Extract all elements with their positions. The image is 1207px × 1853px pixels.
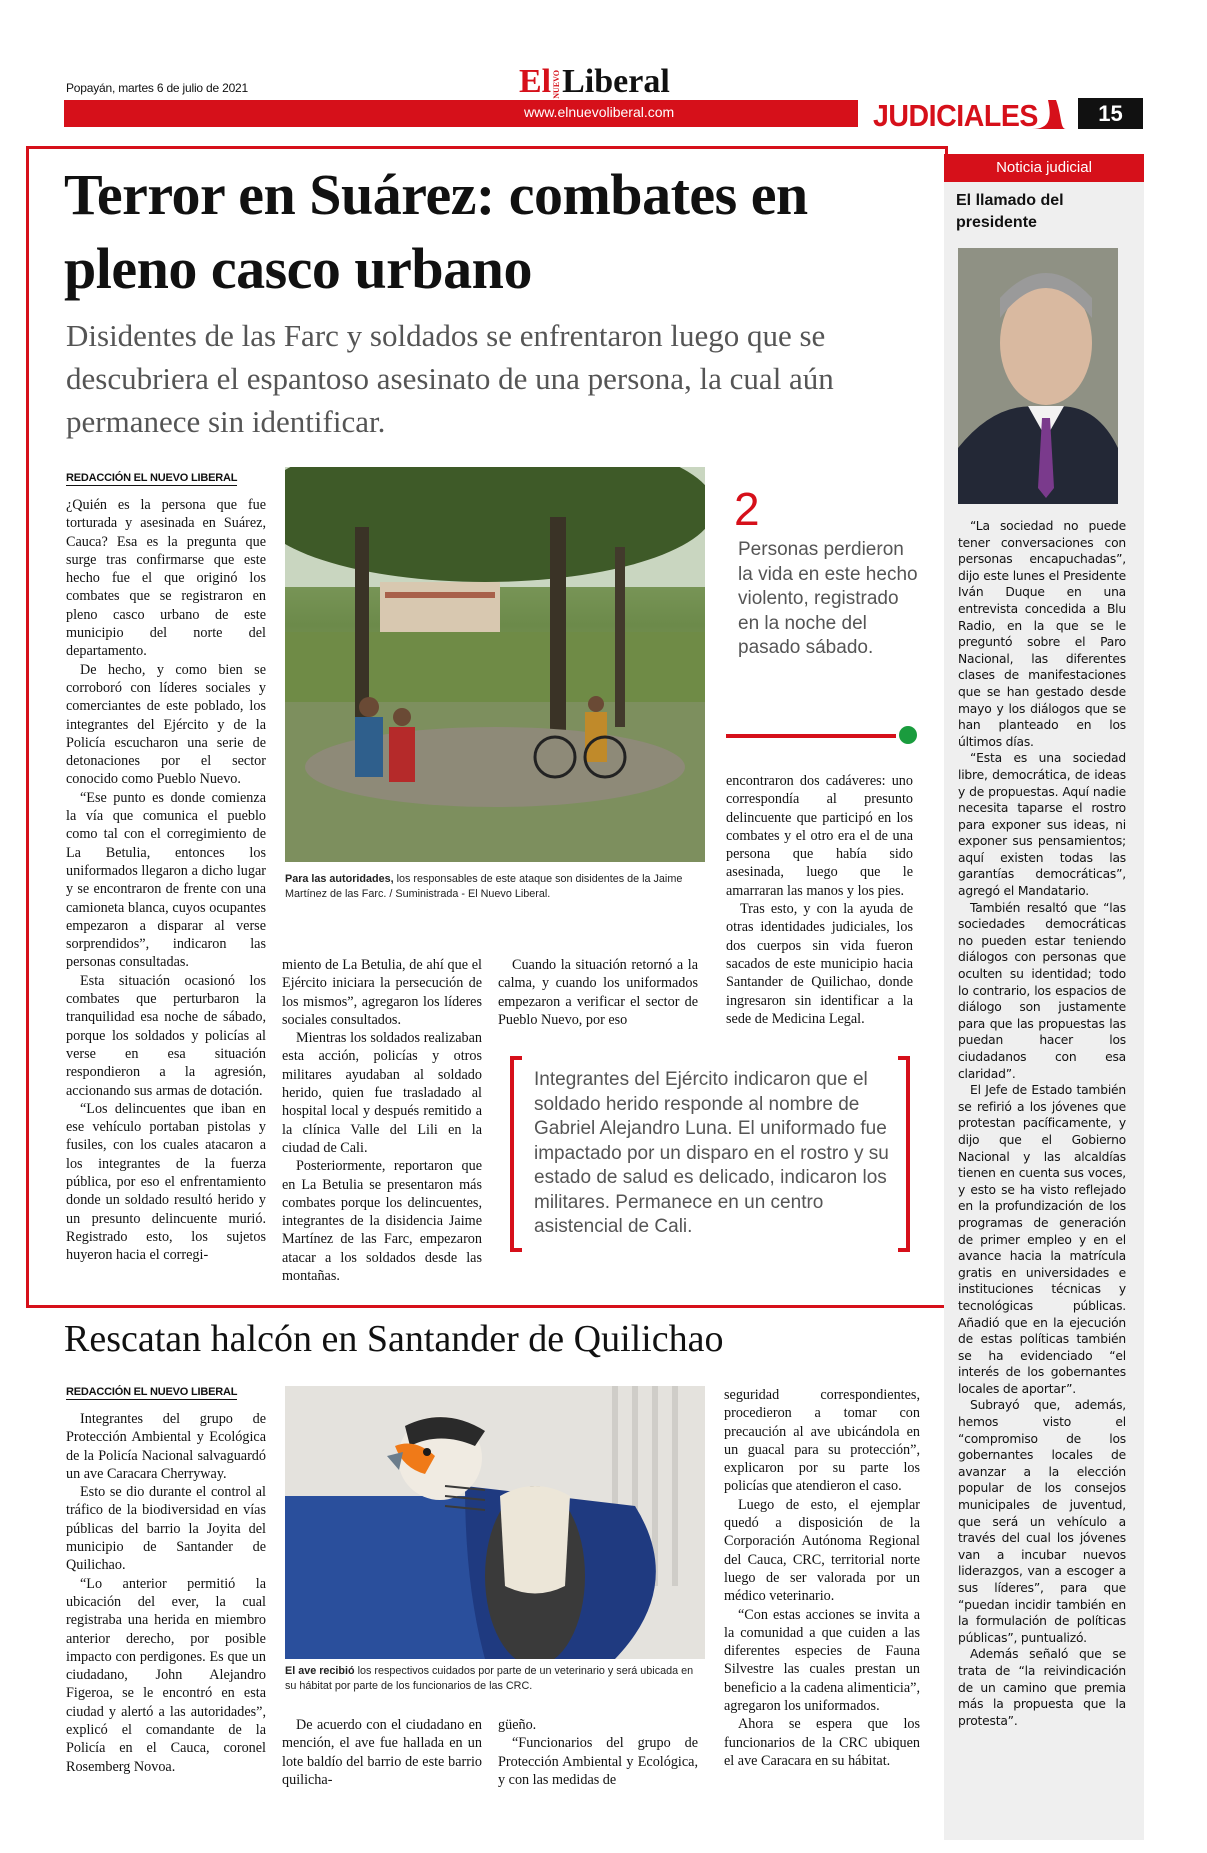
second-article-column-1 — [66, 1410, 266, 1776]
article-paragraph: “Los delincuentes que iban en ese vehículo portaban pistolas y fusiles, con los cuales atacaron a los integrantes de la fuerza pública, por eso el enfrentamiento donde un soldado resultó herido y un presunto delincuente murió. Registrado esto, los sujetos huyeron hacia el corregi- — [66, 1100, 266, 1264]
article-column-4 — [726, 772, 913, 1028]
photo-caption — [285, 1664, 705, 1694]
article-paragraph: Mientras los soldados realizaban esta acción, policías y otros militares ayudaban al soldado herido, quien fue trasladado al hospital local y después remitido a la clínica Valle del Lili en la ciudad de Cali. — [282, 1030, 482, 1156]
photo-caption-text: los respectivos cuidados por parte de un veterinario y será ubicada en su hábitat por parte de los funcionarios de las CRC. — [285, 1665, 694, 1692]
logo-liberal: Liberal — [562, 63, 670, 100]
logo-el: El — [519, 63, 552, 100]
sidebar-title: El llamado del presidente — [956, 192, 1064, 231]
falcon-photo-illustration — [285, 1386, 705, 1659]
photo-caption-text: los responsables de este ataque son disidentes de la Jaime Martínez de las Farc. / Suministrada - El Nuevo Liberal. — [285, 873, 683, 900]
second-article-column-4 — [724, 1386, 920, 1770]
header-red-bar — [64, 100, 858, 127]
article-byline: REDACCIÓN EL NUEVO LIBERAL — [66, 472, 238, 484]
article-paragraph: “Funcionarios del grupo de Protección Ambiental y Ecológica, y con las medidas de — [498, 1735, 698, 1788]
article-paragraph: encontraron dos cadáveres: uno correspondía al presunto delincuente que participó en los combates y el otro era el de una persona que había sido asesinada, luego que le amarraran las manos y los pies. — [726, 773, 913, 899]
article-column-1 — [66, 496, 266, 1264]
article-paragraph: Esta situación ocasionó los combates que perturbaron la tranquilidad esa noche de sábado, porque los soldados y policías al verse en esa situación respondieron a la agresión, accionando sus armas de dotación. — [66, 972, 266, 1099]
second-article-column-3 — [498, 1716, 698, 1789]
edition-date: Popayán, martes 6 de julio de 2021 — [66, 81, 248, 95]
falcon-photo — [285, 1386, 705, 1659]
park-photo — [285, 467, 705, 862]
article-paragraph: Esto se dio durante el control al tráfico de la biodiversidad en vías públicas del barrio la Joyita del municipio de Santander de Quilichao. — [66, 1484, 266, 1574]
pull-quote — [510, 1056, 910, 1254]
stat-number: 2 — [734, 483, 760, 535]
quote-bracket-left — [510, 1056, 522, 1252]
article-headline: Terror en Suárez: combates en pleno casco urbano — [64, 162, 808, 301]
sidebar-label: Noticia judicial — [944, 154, 1144, 182]
logo-nuevo: NUEVO — [552, 69, 562, 99]
second-article-column-2 — [282, 1716, 482, 1789]
article-paragraph: Luego de esto, el ejemplar quedó a disposición de la Corporación Autónoma Regional del Cauca, CRC, territorial norte luego de ser valorada por un médico veterinario. — [724, 1496, 920, 1605]
sidebar-paragraph: “La sociedad no puede tener conversaciones con personas encapuchadas”, dijo este lunes el Presidente Iván Duque en una entrevista concedida a Blu Radio, en la que se le preguntó sobre el Paro Nacional, las diferentes clases de manifestaciones que se han gestado desde mayo y los diálogos que se han planteado en los últimos días. — [958, 519, 1126, 749]
article-paragraph: Integrantes del grupo de Protección Ambiental y Ecológica de la Policía Nacional salvaguardó un ave Caracara Cherryway. — [66, 1411, 266, 1482]
sidebar-paragraph: Subrayó que, además, hemos visto el “compromiso de los gobernantes locales de avanzar a la elección popular de los consejos municipales de juventud, que será un vehículo a través del cual los jóvenes van a incubar nuevos liderazgos, van a escoger a sus líderes”, para que “puedan incidir también en la formulación de políticas públicas”, puntualizó. — [958, 1398, 1126, 1645]
article-deck: Disidentes de las Farc y soldados se enfrentaron luego que se descubriera el espantoso asesinato de una persona, la cual aún permanece sin identificar. — [66, 318, 834, 439]
article-column-3 — [498, 956, 698, 1029]
article-paragraph: güeño. — [498, 1717, 537, 1733]
swoosh-icon — [1030, 98, 1068, 130]
website-link[interactable]: www.elnuevoliberal.com — [524, 104, 675, 120]
sidebar-paragraph: Además señaló que se trata de “la reivindicación de un camino que premia más la propuesta que la protesta”. — [958, 1647, 1126, 1728]
article-paragraph: ¿Quién es la persona que fue torturada y asesinada en Suárez, Cauca? Esa es la pregunta que surge tras confirmarse que este hecho fue el que originó los combates que se registraron en pleno casco urbano de este municipio del norte del departamento. — [66, 497, 266, 660]
section-title: JUDICIALES — [873, 98, 1038, 133]
park-photo-illustration — [285, 467, 705, 862]
sidebar-text — [958, 518, 1126, 1729]
photo-caption — [285, 872, 705, 902]
article-paragraph: Tras esto, y con la ayuda de otras identidades judiciales, los dos cuerpos sin vida fueron sacados de este municipio hacia Santander de Quilichao, donde ingresaron sin identificar a la sede de Medicina Legal. — [726, 901, 913, 1027]
article-paragraph: De acuerdo con el ciudadano en mención, el ave fue hallada en un lote baldío del barrio de este barrio quilicha- — [282, 1717, 482, 1788]
sidebar-paragraph: El Jefe de Estado también se refirió a los jóvenes que protestan pacíficamente, y dijo que el Gobierno Nacional y las alcaldías tienen en cuenta sus voces, y esto se ha visto reflejado en la profundización de los programas de generación de primer empleo y en el avance hacia la matrícula gratis en universidades e instituciones técnicas y tecnológicas públicas. Añadió que en la ejecución de estas políticas también se ha evidenciado “el interés de los gobernantes locales de aportar”. — [958, 1083, 1126, 1396]
sidebar-paragraph: “Esta es una sociedad libre, democrática, de ideas y de propuestas. Aquí nadie necesita taparse el rostro para exponer sus ideas, ni exponer sus pensamientos; aquí existen todas las garantías democráticas”, agregó el Mandatario. — [958, 751, 1126, 899]
portrait-illustration — [958, 248, 1118, 504]
photo-caption-lead: Para las autoridades, — [285, 873, 394, 885]
article-paragraph: Cuando la situación retornó a la calma, y cuando los uniformados empezaron a verificar el sector de Pueblo Nuevo, por eso — [498, 957, 698, 1028]
photo-caption-lead: El ave recibió — [285, 1665, 355, 1677]
quote-bracket-right — [898, 1056, 910, 1252]
article-paragraph: “Con estas acciones se invita a la comunidad a que cuiden a las diferentes especies de Fauna Silvestre las cuales prestan un beneficio a la cadena alimenticia”, agregaron los uniformados. — [724, 1606, 920, 1715]
second-article-headline: Rescatan halcón en Santander de Quilichao — [64, 1318, 724, 1360]
newspaper-logo[interactable] — [519, 63, 670, 101]
stat-text: Personas perdieron la vida en este hecho violento, registrado en la noche del pasado sábado. — [738, 539, 918, 658]
article-paragraph: seguridad correspondientes, procedieron a tomar con precaución al ave ubicándola en un guacal para su protección”, explicaron por su parte los policías que atendieron el caso. — [724, 1387, 920, 1495]
article-paragraph: “Lo anterior permitió la ubicación del ever, la cual registraba una herida en miembro anterior derecho, por posible impacto con perdigones. Es que un ciudadano, John Alejandro Figeroa, se le encontró en esta ciudad y alertó a las autoridades”, explicó el comandante de la Policía en el Cauca, coronel Rosemberg Novoa. — [66, 1575, 266, 1775]
pull-quote-text: Integrantes del Ejército indicaron que el soldado herido responde al nombre de Gabriel Alejandro Luna. El uniformado fue impactado por un disparo en el rostro y su estado de salud es delicado, indicaron los militares. Permanece en un centro asistencial de Cali. — [534, 1069, 889, 1237]
article-paragraph: Ahora se espera que los funcionarios de la CRC ubiquen el ave Caracara en su hábitat. — [724, 1716, 920, 1769]
sidebar-paragraph: También resaltó que “las sociedades democráticas no pueden estar teniendo diálogos con personas que oculten su identidad; todo lo contrario, los espacios de diálogo son justamente para que las propuestas las puedan hacer los ciudadanos con esa claridad”. — [958, 900, 1126, 1081]
second-article-byline: REDACCIÓN EL NUEVO LIBERAL — [66, 1386, 238, 1398]
stat-dot — [899, 726, 917, 744]
article-paragraph: miento de La Betulia, de ahí que el Ejército iniciara la persecución de los mismos”, agregaron los líderes sociales consultados. — [282, 957, 482, 1028]
president-portrait — [958, 248, 1118, 504]
article-paragraph: “Ese punto es donde comienza la vía que comunica el pueblo como tal con el corregimiento de La Betulia, entonces los uniformados llegaron a dicho lugar y se encontraron de frente con una camioneta blanca, cuyos ocupantes empezaron a disparar al verse sorprendidos”, indicaron las personas consultadas. — [66, 789, 266, 971]
article-paragraph: De hecho, y como bien se corroboró con líderes sociales y comerciantes de este poblado, los integrantes del Ejército y de la Policía escucharon una serie de detonaciones por el sector conocido como Pueblo Nuevo. — [66, 661, 266, 788]
article-paragraph: Posteriormente, reportaron que en La Betulia se presentaron más combates porque los delincuentes, integrantes de la disidencia Jaime Martínez de las Farc, empezaron atacar a los soldados desde las montañas. — [282, 1158, 482, 1285]
stat-divider — [726, 734, 896, 738]
page-number: 15 — [1078, 98, 1143, 129]
article-column-2 — [282, 956, 482, 1285]
